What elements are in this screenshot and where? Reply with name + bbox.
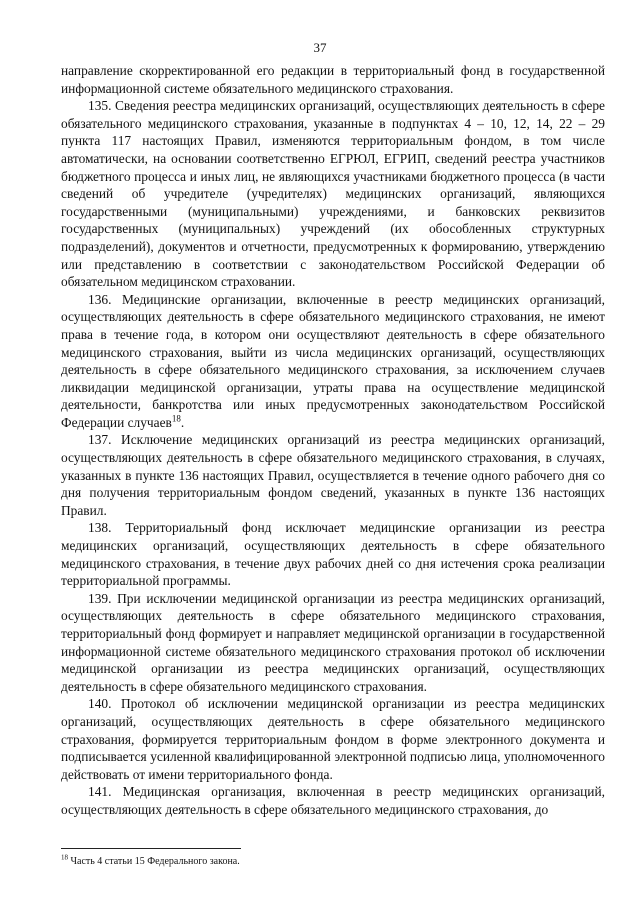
- footnote-mark: 18: [61, 853, 68, 862]
- footnote-divider: [61, 848, 241, 849]
- paragraph-continuation: направление скорректированной его редакции в территориальный фонд в государственной информационной системе обязательного медицинского страхования.: [61, 63, 605, 96]
- footnote-text: Часть 4 статьи 15 Федерального закона.: [70, 856, 240, 867]
- paragraph-135: 135. Сведения реестра медицинских организаций, осуществляющих деятельность в сфере обязательного медицинского страхования, указанные в подпунктах 4 – 10, 12, 14, 22 – 29 пункта 117 настоящих Правил, изменяются территориальным фондом, в том числе автоматически, на основании соответственно ЕГРЮЛ, ЕГРИП, сведений реестра участников бюджетного процесса и иных лиц, не являющихся участниками бюджетного процесса (в части сведений об учредителе (учредителях) медицинских организаций, являющихся государственными (муниципальными) учреждениями, и банковских реквизитов государственных (муниципальных) учреждений (их обособленных структурных подразделений), документов и отчетности, предусмотренных к формированию, утверждению или представлению в соответствии с законодательством Российской Федерации об обязательном медицинском страховании.: [61, 98, 605, 290]
- paragraph-141: 141. Медицинская организация, включенная в реестр медицинских организаций, осуществляющих деятельность в сфере обязательного медицинского страхования, до: [61, 784, 605, 817]
- footnote-reference[interactable]: 18: [171, 413, 181, 424]
- paragraph-138: 138. Территориальный фонд исключает медицинские организации из реестра медицинских организаций, осуществляющих деятельность в сфере обязательного медицинского страхования, в течение двух рабочих дней со дня истечения срока реализации территориальной программы.: [61, 520, 605, 589]
- paragraph-139: 139. При исключении медицинской организации из реестра медицинских организаций, осуществляющих деятельность в сфере обязательного медицинского страхования, территориальный фонд формирует и направляет медицинской организации в государственной информационной системе обязательного медицинского страхования протокол об исключении медицинской организации из реестра медицинских организаций, осуществляющих деятельность в сфере обязательного медицинского страхования.: [61, 590, 605, 694]
- paragraph-140: 140. Протокол об исключении медицинской организации из реестра медицинских организаций, осуществляющих деятельность в сфере обязательного медицинского страхования, формируется территориальным фондом в форме электронного документа и подписывается усиленной квалифицированной электронной подписью лица, уполномоченного действовать от имени территориального фонда.: [61, 696, 605, 782]
- body-text: [61, 62, 605, 819]
- paragraph-137: 137. Исключение медицинских организаций из реестра медицинских организаций, осуществляющих деятельность в сфере обязательного медицинского страхования, в случаях, указанных в пункте 136 настоящих Правил, осуществляется в течение одного рабочего дня со дня получения территориальным фондом сведений, указанных в пункте 136 настоящих Правил.: [61, 432, 605, 518]
- paragraph-136: 136. Медицинские организации, включенные в реестр медицинских организаций, осуществляющих деятельность в сфере обязательного медицинского страхования, не имеют права в течение года, в котором они осуществляют деятельность в сфере обязательного медицинского страхования, выйти из числа медицинских организаций, осуществляющих деятельность в сфере обязательного медицинского страхования, за исключением случаев ликвидации медицинской организации, утраты права на осуществление медицинской деятельности, банкротства или иных предусмотренных законодательством Российской Федерации случаев$^{18}$.: [61, 291, 605, 430]
- page-number: 37: [313, 40, 327, 55]
- footnote: [61, 855, 605, 868]
